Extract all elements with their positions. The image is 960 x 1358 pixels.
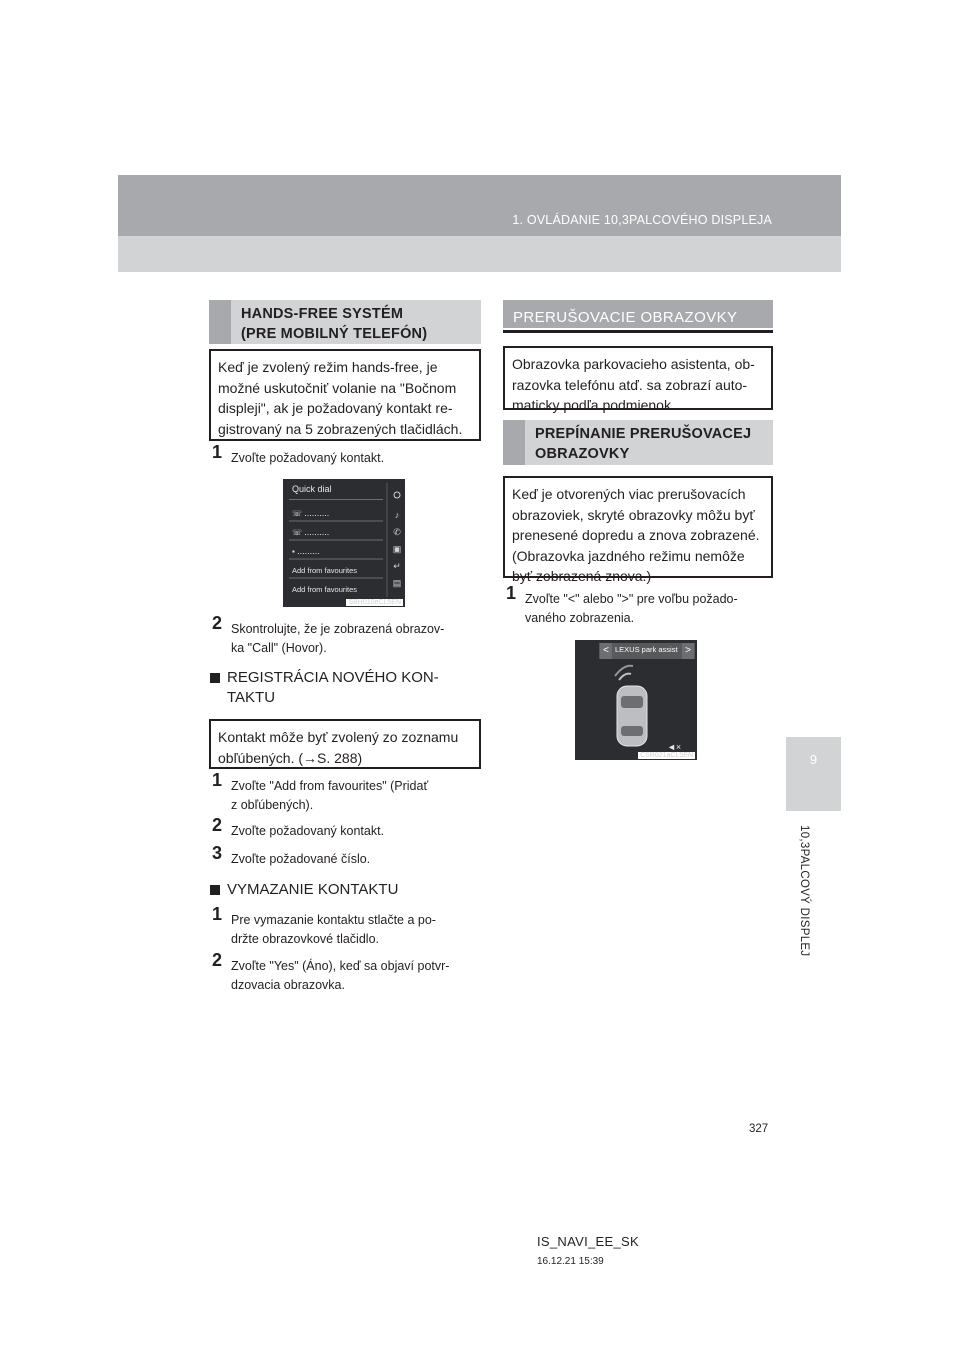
prev-screen-button[interactable]: < bbox=[600, 643, 612, 659]
park-assist-screenshot bbox=[575, 640, 697, 760]
section-heading-text bbox=[241, 304, 427, 344]
step-line: ka "Call" (Hovor). bbox=[231, 641, 327, 655]
step-text: Zvoľte požadovaný kontakt. bbox=[231, 451, 385, 465]
box-line: razovka telefónu atď. sa zobrazí auto- bbox=[512, 376, 748, 393]
add-from-favourites-button[interactable]: Add from favourites bbox=[292, 585, 358, 594]
step-number: 2 bbox=[212, 613, 223, 633]
section-heading-switch-interrupt bbox=[503, 420, 773, 465]
subheading-register-contact bbox=[210, 668, 482, 710]
box-line: Keď je otvorených viac prerušovacích bbox=[512, 486, 746, 502]
chapter-number: 9 bbox=[809, 752, 818, 767]
route-icon[interactable]: ↵ bbox=[393, 561, 401, 571]
heading-line: PREPÍNANIE PRERUŠOVACEJ bbox=[535, 426, 752, 442]
row-text: .......... bbox=[304, 527, 330, 537]
box-line: displeji", ak je požadovaný kontakt re- bbox=[218, 400, 453, 416]
step-line: z obľúbených). bbox=[231, 798, 314, 812]
info-box-interrupt bbox=[503, 346, 773, 413]
step-line: Zvoľte "Add from favourites" (Pridať bbox=[231, 779, 429, 793]
step-number: 1 bbox=[212, 904, 223, 924]
row-text: .......... bbox=[304, 508, 330, 518]
subheading-text: VYMAZANIE KONTAKTU bbox=[227, 881, 399, 898]
box-line: maticky podľa podmienok. bbox=[512, 397, 675, 413]
heading-line: OBRAZOVKY bbox=[535, 446, 630, 462]
doc-id: IS_NAVI_EE_SK bbox=[537, 1234, 639, 1249]
chapter-label bbox=[790, 825, 830, 965]
screen-decoration bbox=[283, 479, 405, 607]
add-from-favourites-button[interactable]: Add from favourites bbox=[292, 566, 358, 575]
subheading-delete-contact bbox=[210, 880, 482, 902]
section-heading-text bbox=[535, 424, 751, 464]
image-icon[interactable]: ▣ bbox=[392, 544, 402, 554]
box-line: obľúbených. (→S. 288) bbox=[218, 749, 363, 766]
step-number: 2 bbox=[212, 815, 223, 835]
contact-icon: ▪ bbox=[292, 547, 298, 556]
quick-dial-screenshot bbox=[283, 479, 405, 607]
step-line: Zvoľte "Yes" (Áno), keď sa objaví potvr- bbox=[231, 959, 450, 973]
image-caption: SBH010eCL5EN bbox=[348, 599, 401, 606]
phone-icon: ☏ bbox=[292, 509, 305, 518]
subheading-text bbox=[227, 668, 439, 708]
park-assist-title: LEXUS park assist bbox=[615, 645, 678, 654]
box-line: Keď je zvolený režim hands-free, je bbox=[218, 359, 438, 375]
step-text bbox=[231, 911, 436, 949]
step-confirm-yes bbox=[212, 950, 482, 997]
box-line: gistrovaný na 5 zobrazených tlačidlách. bbox=[218, 420, 463, 437]
step-number: 3 bbox=[212, 843, 223, 863]
section-heading-hands-free bbox=[209, 300, 481, 344]
box-line: obrazoviek, skryté obrazovky môžu byť bbox=[512, 506, 755, 523]
step-line: držte obrazovkové tlačidlo. bbox=[231, 932, 379, 946]
chapter-label-text: 10,3PALCOVÝ DISPLEJ bbox=[798, 825, 810, 957]
section-heading-interrupt-screens bbox=[503, 300, 773, 328]
heading-line: (PRE MOBILNÝ TELEFÓN) bbox=[241, 326, 428, 342]
info-box-switch bbox=[503, 476, 773, 584]
contact-icon: ☏ bbox=[292, 528, 305, 537]
step-text: Zvoľte požadovaný kontakt. bbox=[231, 824, 385, 838]
step-text bbox=[231, 957, 449, 995]
settings-icon[interactable]: ▤ bbox=[392, 578, 402, 588]
step-number: 2 bbox=[212, 950, 223, 970]
next-screen-button[interactable]: > bbox=[682, 643, 694, 659]
bullet-square-icon bbox=[210, 673, 220, 683]
heading-bar bbox=[503, 420, 525, 465]
box-line: možné uskutočniť volanie na "Bočnom bbox=[218, 379, 457, 396]
image-caption: CSR021aCL5EN bbox=[640, 752, 693, 759]
step-text bbox=[525, 590, 738, 628]
box-line: byť zobrazená znova.) bbox=[512, 568, 652, 584]
step-number: 1 bbox=[212, 442, 223, 462]
subheading-line: REGISTRÁCIA NOVÉHO KON- bbox=[227, 669, 439, 686]
chapter-tab bbox=[786, 737, 841, 811]
step-line: Zvoľte "<" alebo ">" pre voľbu požado- bbox=[525, 592, 738, 606]
step-select-contact-2 bbox=[212, 815, 482, 842]
box-line: prenesené dopredu a znova zobrazené. bbox=[512, 527, 760, 543]
heading-line: HANDS-FREE SYSTÉM bbox=[241, 306, 404, 322]
step-number: 1 bbox=[506, 583, 517, 603]
print-timestamp: 16.12.21 15:39 bbox=[537, 1256, 604, 1267]
box-line: Kontakt môže byť zvolený zo zoznamu bbox=[218, 729, 459, 745]
step-line: Pre vymazanie kontaktu stlačte a po- bbox=[231, 913, 436, 927]
side-icons bbox=[390, 507, 404, 592]
chapter-title: 1. OVLÁDANIE 10,3PALCOVÉHO DISPLEJA bbox=[512, 213, 772, 227]
heading-bar bbox=[209, 300, 231, 344]
info-box-register bbox=[209, 719, 481, 769]
bullet-square-icon bbox=[210, 885, 220, 895]
mute-icon[interactable]: ◄× bbox=[667, 742, 682, 752]
section-heading-text: PRERUŠOVACIE OBRAZOVKY bbox=[513, 309, 738, 326]
step-line: Skontrolujte, že je zobrazená obrazov- bbox=[231, 622, 445, 636]
step-text bbox=[231, 777, 428, 815]
page-number: 327 bbox=[749, 1123, 769, 1135]
step-select-number bbox=[212, 843, 482, 870]
step-add-from-favourites bbox=[212, 770, 482, 817]
quick-dial-title: Quick dial bbox=[292, 484, 332, 494]
step-hold-button bbox=[212, 904, 482, 951]
step-number: 1 bbox=[212, 770, 223, 790]
info-box-hands-free bbox=[209, 349, 481, 441]
box-line: (Obrazovka jazdného režimu nemôže bbox=[512, 547, 745, 564]
step-text bbox=[231, 620, 444, 658]
step-check-call bbox=[212, 613, 482, 660]
step-text: Zvoľte požadované číslo. bbox=[231, 852, 371, 866]
phone-icon[interactable]: ✆ bbox=[393, 527, 401, 537]
step-select-contact bbox=[212, 442, 482, 469]
row-text: ......... bbox=[297, 546, 320, 556]
heading-rule bbox=[503, 330, 773, 333]
box-line: Obrazovka parkovacieho asistenta, ob- bbox=[512, 356, 755, 372]
step-line: vaného zobrazenia. bbox=[525, 611, 635, 625]
subheading-line: TAKTU bbox=[227, 689, 276, 706]
step-line: dzovacia obrazovka. bbox=[231, 978, 345, 992]
music-icon[interactable]: ♪ bbox=[394, 510, 400, 520]
step-select-screen bbox=[506, 583, 776, 630]
